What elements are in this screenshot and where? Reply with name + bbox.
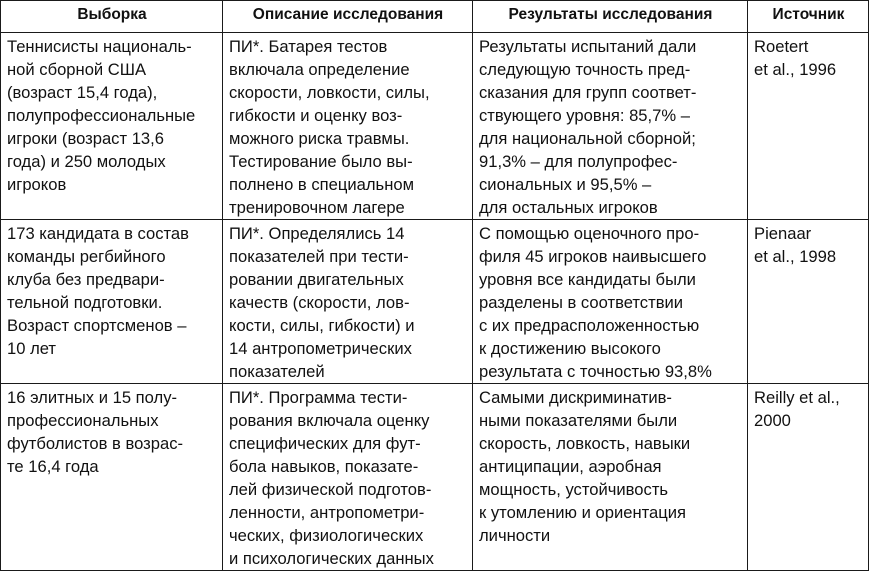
header-source: Источник <box>748 1 869 33</box>
cell-line: Pienaar <box>754 224 812 243</box>
header-sample: Выборка <box>1 1 223 33</box>
cell-line: качеств (скорости, лов- <box>229 293 410 312</box>
cell-line: ческих, физиологических <box>229 526 424 545</box>
cell-source <box>748 33 869 220</box>
cell-line: результата с точностью 93,8% <box>479 362 712 381</box>
cell-line: с их предрасположенностью <box>479 316 700 335</box>
cell-line: ровании двигательных <box>229 270 404 289</box>
cell-line: те 16,4 года <box>7 457 99 476</box>
table-header-row <box>1 1 869 33</box>
cell-line: 2000 <box>754 411 791 430</box>
cell-source <box>748 384 869 571</box>
cell-line: Reilly et al., <box>754 388 840 407</box>
cell-sample <box>1 33 223 220</box>
cell-line: к достижению высокого <box>479 339 661 358</box>
cell-results <box>473 33 748 220</box>
cell-line: лей физической подготов- <box>229 480 432 499</box>
cell-line: можного риска травмы. <box>229 129 410 148</box>
cell-description <box>223 33 473 220</box>
cell-line: разделены в соответствии <box>479 293 684 312</box>
cell-line: полнено в специальном <box>229 175 414 194</box>
cell-line: С помощью оценочного про- <box>479 224 700 243</box>
cell-line: 14 антропометрических <box>229 339 412 358</box>
cell-line: полупрофессиональные <box>7 106 196 125</box>
cell-line: ПИ*. Батарея тестов <box>229 37 388 56</box>
cell-line: филя 45 игроков наивысшего <box>479 247 707 266</box>
cell-description <box>223 220 473 384</box>
cell-line: года) и 250 молодых <box>7 152 166 171</box>
cell-line: тельной подготовки. <box>7 293 163 312</box>
cell-line: мощность, устойчивость <box>479 480 669 499</box>
cell-line: Тестирование было вы- <box>229 152 413 171</box>
cell-line: футболистов в возрас- <box>7 434 184 453</box>
cell-line: ствующего уровня: 85,7% – <box>479 106 690 125</box>
table-row <box>1 220 869 384</box>
cell-line: игроков <box>7 175 67 194</box>
cell-line: клуба без предвари- <box>7 270 165 289</box>
cell-line: гибкости и оценку воз- <box>229 106 403 125</box>
cell-line: et al., 1998 <box>754 247 837 266</box>
header-description: Описание исследования <box>223 1 473 33</box>
cell-line: специфических для фут- <box>229 434 421 453</box>
cell-line: показателей при тести- <box>229 247 409 266</box>
cell-line: 173 кандидата в состав <box>7 224 189 243</box>
cell-line: скорости, ловкости, силы, <box>229 83 430 102</box>
header-results: Результаты исследования <box>473 1 748 33</box>
cell-line: для остальных игроков <box>479 198 658 217</box>
cell-line: и психологических данных <box>229 549 434 568</box>
cell-line: ной сборной США <box>7 60 147 79</box>
table-row <box>1 33 869 220</box>
cell-line: рования включала оценку <box>229 411 430 430</box>
cell-line: уровня все кандидаты были <box>479 270 696 289</box>
cell-line: бола навыков, показате- <box>229 457 419 476</box>
cell-line: показателей <box>229 362 325 381</box>
cell-results <box>473 220 748 384</box>
cell-line: следующую точность пред- <box>479 60 691 79</box>
cell-line: профессиональных <box>7 411 159 430</box>
cell-line: тренировочном лагере <box>229 198 405 217</box>
cell-line: ПИ*. Программа тести- <box>229 388 408 407</box>
cell-line: Самыми дискриминатив- <box>479 388 672 407</box>
cell-line: сказания для групп соответ- <box>479 83 697 102</box>
cell-line: Результаты испытаний дали <box>479 37 697 56</box>
cell-line: игроки (возраст 13,6 <box>7 129 164 148</box>
cell-line: 91,3% – для полупрофес- <box>479 152 678 171</box>
cell-results <box>473 384 748 571</box>
cell-line: сиональных и 95,5% – <box>479 175 652 194</box>
table-row <box>1 384 869 571</box>
cell-line: 16 элитных и 15 полу- <box>7 388 178 407</box>
cell-line: личности <box>479 526 551 545</box>
cell-source <box>748 220 869 384</box>
cell-sample <box>1 384 223 571</box>
cell-line: (возраст 15,4 года), <box>7 83 158 102</box>
cell-sample <box>1 220 223 384</box>
cell-description <box>223 384 473 571</box>
cell-line: к утомлению и ориентация <box>479 503 687 522</box>
cell-line: Возраст спортсменов – <box>7 316 187 335</box>
cell-line: ными показателями были <box>479 411 678 430</box>
cell-line: ПИ*. Определялись 14 <box>229 224 405 243</box>
cell-line: команды регбийного <box>7 247 166 266</box>
cell-line: 10 лет <box>7 339 57 358</box>
cell-line: скорость, ловкость, навыки <box>479 434 691 453</box>
cell-line: ленности, антропометри- <box>229 503 425 522</box>
cell-line: для национальной сборной; <box>479 129 696 148</box>
cell-line: Roetert <box>754 37 809 56</box>
cell-line: антиципации, аэробная <box>479 457 662 476</box>
cell-line: включала определение <box>229 60 410 79</box>
cell-line: et al., 1996 <box>754 60 837 79</box>
cell-line: Теннисисты националь- <box>7 37 192 56</box>
cell-line: кости, силы, гибкости) и <box>229 316 415 335</box>
